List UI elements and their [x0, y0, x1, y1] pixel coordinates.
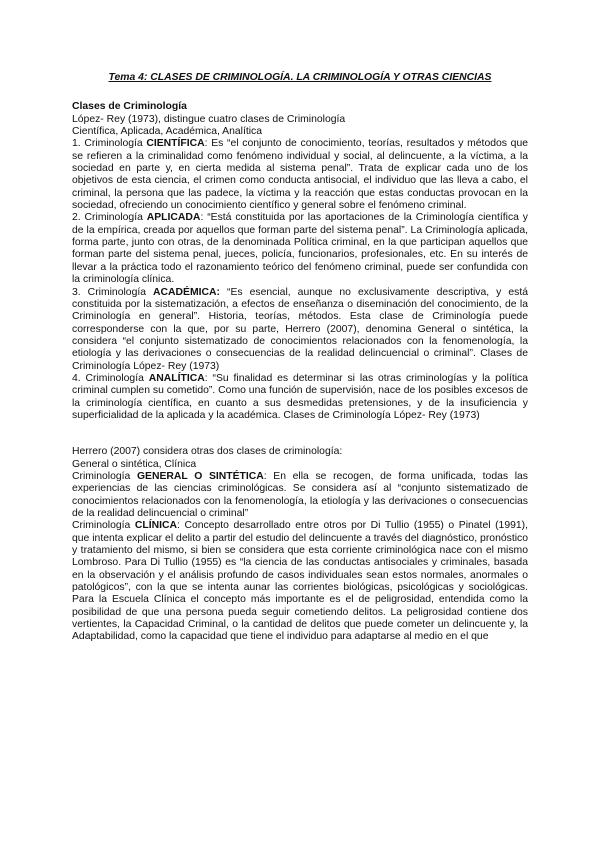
- item-text: : En ella se recogen, de forma unificada, todas las experiencias de las ciencias criminológicas. Se considera así al “conjunto sistematizado de conocimientos relacionados con la fenomenología, la etiología y las derivaciones o consecuencias de la realidad delincuencial o criminal”: [72, 470, 528, 519]
- paragraph-aplicada: [72, 212, 528, 286]
- item-text: : Concepto desarrollado entre otros por Di Tullio (1955) o Pinatel (1991), que intenta explicar el delito a partir del estudio del delincuente a través del diagnóstico, pronóstico y tratamiento del mismo, si bien se considera que esta corriente criminológica nace con el mismo Lombroso. Para Di Tullio (1955) es “la ciencia de las conductas antisociales y criminales, basada en la observación y el análisis profundo de casos individuales sean estos normales, anormales o patológicos”, con la que se intenta aunar las corrientes biológicas, psicológicas y sociológicas. Para la Escuela Clínica el concepto más importante es el de peligrosidad, entendida como la posibilidad de que una persona pueda seguir cometiendo delitos. La peligrosidad contiene dos vertientes, la Capacidad Criminal, o la cantidad de delitos que puede cometer un delincuente y, la Adaptabilidad, como la capacidad que tiene el individuo para adaptarse al medio en el que: [72, 520, 529, 643]
- paragraph-cientifica: [72, 138, 528, 212]
- item-prefix: 1. Criminología: [72, 138, 147, 150]
- paragraph-analitica: [72, 373, 528, 422]
- item-text: “Es esencial, aunque no exclusivamente descriptiva, y está constituida por la sistematización, a efectos de enseñanza o diseminación del conocimiento, de la Criminología en general”. Historia, teorías, métodos. Esta clase de Criminología puede corresponderse con la que, por su parte, Herrero (2007), denomina General o sintética, la considera “el conjunto sistematizado de conocimientos relacionados con la fenomenología, la etiología y las derivaciones o consecuencias de la realidad delincuencial o criminal”. Clases de Criminología López- Rey (1973): [72, 286, 529, 372]
- item-text: : Es “el conjunto de conocimiento, teorías, resultados y métodos que se refieren a la criminalidad como fenómeno individual y social, al delincuente, a la víctima, a la sociedad en parte y, en cierta medida al sistema penal”. Trata de explicar cada uno de los objetivos de esta ciencia, el crimen como conducta antisocial, el individuo que las lleva a cabo, el criminal, la persona que las padece, la víctima y la reacción que estas conductas provocan en la sociedad, ofreciendo un conocimiento científico y general sobre el fenómeno criminal.: [72, 138, 528, 212]
- paragraph-spacer: [72, 422, 528, 446]
- item-prefix: Criminología: [72, 520, 135, 532]
- item-prefix: 2. Criminología: [72, 212, 147, 224]
- intro-two-classes: General o sintética, Clínica: [72, 458, 197, 470]
- term-cientifica: CIENTÍFICA: [146, 138, 205, 150]
- paragraph-general-sintetica: [72, 471, 528, 520]
- section-heading-clases: Clases de Criminología: [72, 101, 187, 113]
- intro-lopez-rey: López- Rey (1973), distingue cuatro clases de Criminología: [72, 113, 346, 125]
- item-prefix: 3. Criminología: [72, 286, 154, 298]
- paragraph-clinica: [72, 520, 528, 643]
- item-prefix: Criminología: [72, 470, 137, 482]
- intro-four-classes: Científica, Aplicada, Académica, Analítica: [72, 126, 263, 138]
- term-analitica: ANALÍTICA: [148, 372, 205, 384]
- document-title: Tema 4: CLASES DE CRIMINOLOGÍA. LA CRIMINOLOGÍA Y OTRAS CIENCIAS: [108, 72, 492, 83]
- document-page: [72, 72, 528, 644]
- item-text: : “Está constituida por las aportaciones de la Criminología científica y de la empírica, creada por aquellos que forman parte del sistema penal”. La Criminología aplicada, forma parte, junto con otras, de la denominada Política criminal, en la que participan aquellos que forman parte del sistema penal, jueces, policía, funcionarios, profesionales, etc. En su interés de llevar a la práctica todo el razonamiento teórico del fenómeno criminal, puede ser confundida con la criminología clínica.: [72, 212, 528, 286]
- term-aplicada: APLICADA: [146, 212, 201, 224]
- paragraph-academica: [72, 287, 528, 373]
- term-general-sintetica: GENERAL O SINTÉTICA: [136, 470, 264, 482]
- item-text: : “Su finalidad es determinar si las otras criminologías y la política criminal cumplen su cometido”. Como una función de supervisión, nace de los posibles excesos de la criminología científica, en cuanto a sus desmedidas pretensiones, y de la insuficiencia y superficialidad de la aplicada y la académica. Clases de Criminología López- Rey (1973): [72, 372, 528, 421]
- item-prefix: 4. Criminología: [72, 372, 149, 384]
- intro-herrero: Herrero (2007) considera otras dos clases de criminología:: [72, 446, 343, 458]
- term-clinica: CLÍNICA: [134, 520, 178, 532]
- term-academica: ACADÉMICA:: [153, 286, 221, 298]
